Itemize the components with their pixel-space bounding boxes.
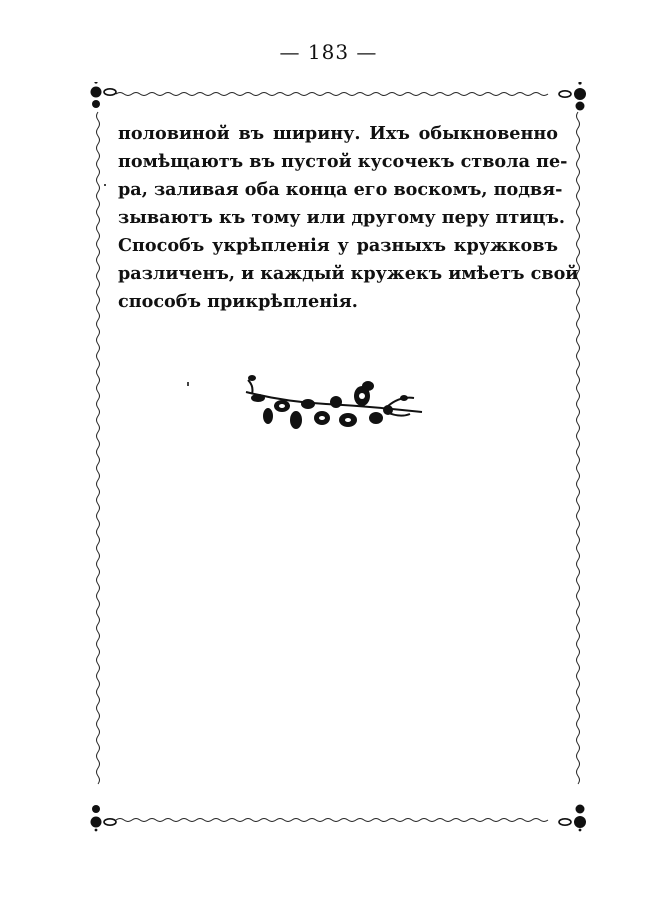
text-line: ра, заливая оба конца его воскомъ, подвя- (118, 179, 563, 200)
floral-branch-icon (238, 368, 430, 442)
text-line: способъ прикрѣпленія. (118, 291, 358, 312)
frame-left-border (97, 112, 100, 784)
body-text (118, 120, 579, 316)
page-number: — 183 — (279, 40, 378, 64)
rosette-corner-icon-top-right (559, 82, 586, 111)
text-line: различенъ, и каждый кружекъ имѣетъ свой (118, 263, 579, 284)
print-speck (187, 382, 189, 386)
rosette-corner-icon-bottom-left (91, 805, 117, 831)
text-line: половиной въ ширину. Ихъ обыкновенно (118, 123, 558, 144)
text-line: зываютъ къ тому или другому перу птицъ. (118, 207, 565, 228)
text-line: Способъ укрѣпленія у разныхъ кружковъ (118, 235, 558, 256)
frame-top-border (116, 93, 548, 96)
frame-bottom-border (116, 819, 548, 822)
rosette-corner-icon-bottom-right (559, 805, 586, 832)
text-line: помѣщаютъ въ пустой кусочекъ ствола пе- (118, 151, 568, 172)
rosette-corner-icon-top-left (91, 82, 117, 108)
frame-right-border (577, 112, 580, 784)
print-speck (104, 184, 106, 186)
